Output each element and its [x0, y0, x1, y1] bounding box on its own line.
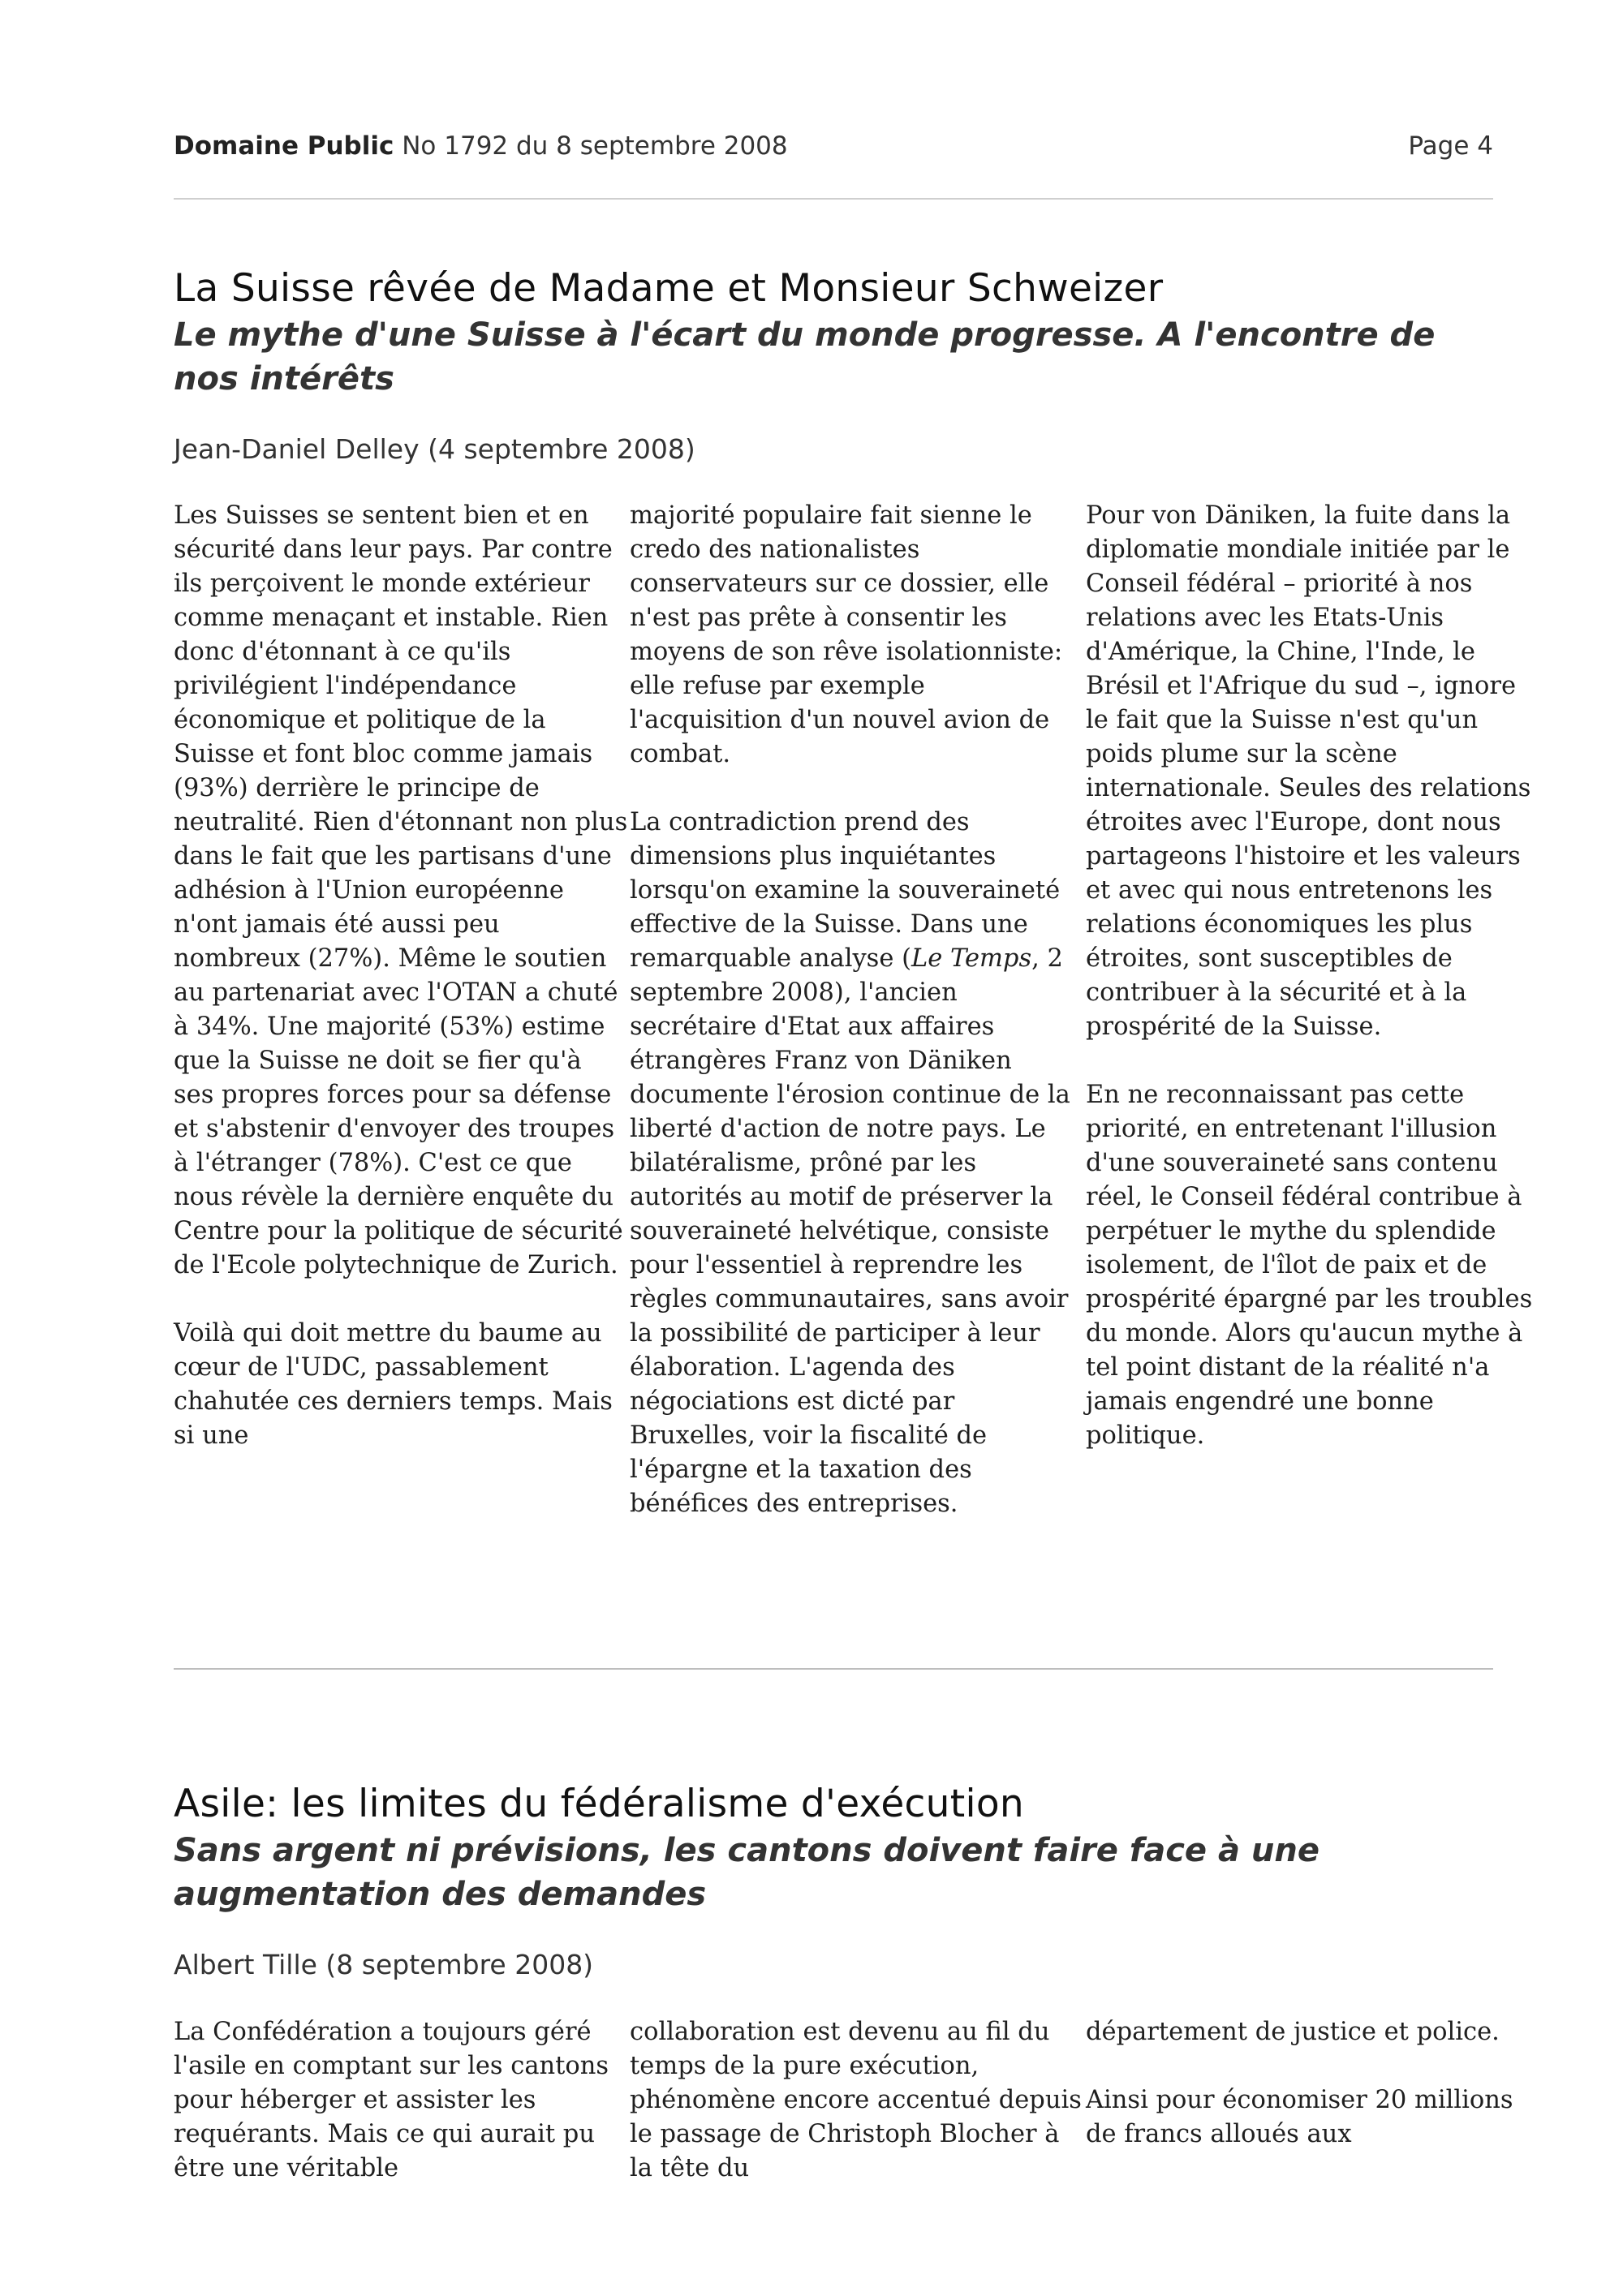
- paragraph: Ainsi pour économiser 20 millions de francs alloués aux: [1086, 2086, 1513, 2148]
- publication-reference: Le Temps: [911, 944, 1032, 973]
- paragraph: [630, 806, 1084, 1521]
- article-column-3: [1086, 499, 1540, 1453]
- paragraph: majorité populaire fait sienne le credo des nationalistes conservateurs sur ce dossier, elle n'est pas prête à consentir les moyens de son rêve isolationniste: elle refuse par exemple l'acquisition d'un nouvel avion de combat.: [630, 501, 1063, 768]
- article-subtitle: Le mythe d'une Suisse à l'écart du monde progresse. A l'encontre de nos intérêts: [174, 316, 1436, 398]
- article-divider: [174, 1668, 1493, 1670]
- page-header: [174, 131, 1493, 169]
- paragraph: Voilà qui doit mettre du baume au cœur de l'UDC, passablement chahutée ces derniers temps. Mais si une: [174, 1319, 613, 1450]
- paragraph: collaboration est devenu au fil du temps de la pure exécution, phénomène encore accentué depuis le passage de Christoph Blocher à la tête du: [630, 2018, 1082, 2182]
- article-title: Asile: les limites du fédéralisme d'exécution: [174, 1782, 1025, 1826]
- paragraph-text: , 2 septembre 2008), l'ancien secrétaire d'Etat aux affaires étrangères Franz von Däniken documente l'érosion continue de la liberté d'action de notre pays. Le bilatéralisme, prôné par les autorités au motif de préserver la souveraineté helvétique, consiste pour l'essentiel à reprendre les règles communautaires, sans avoir la possibilité de participer à leur élaboration. L'agenda des négociations est dicté par Bruxelles, voir la fiscalité de l'épargne et la taxation des bénéfices des entreprises.: [630, 944, 1070, 1518]
- article-title: La Suisse rêvée de Madame et Monsieur Schweizer: [174, 266, 1164, 311]
- paragraph: département de justice et police.: [1086, 2018, 1500, 2046]
- article-column-1: [174, 499, 628, 1453]
- article-column-3: [1086, 2015, 1540, 2152]
- paragraph-text: La contradiction prend des dimensions plus inquiétantes lorsqu'on examine la souveraineté effective de la Suisse. Dans une remarquable analyse (: [630, 808, 1061, 973]
- issue-info: No 1792 du 8 septembre 2008: [402, 131, 788, 161]
- page-number: Page 4: [1408, 131, 1493, 161]
- article-subtitle: Sans argent ni prévisions, les cantons doivent faire face à une augmentation des demandes: [174, 1832, 1319, 1913]
- article-column-2: [630, 499, 1084, 1521]
- publication-name: Domaine Public: [174, 131, 394, 161]
- article-byline: Jean-Daniel Delley (4 septembre 2008): [174, 433, 695, 465]
- paragraph: Pour von Däniken, la fuite dans la diplomatie mondiale initiée par le Conseil fédéral – priorité à nos relations avec les Etats-Unis d'Amérique, la Chine, l'Inde, le Brésil et l'Afrique du sud –, ignore le fait que la Suisse n'est qu'un poids plume sur la scène internationale. Seules des relations étroites avec l'Europe, dont nous partageons l'histoire et les valeurs et avec qui nous entretenons les relations économiques les plus étroites, sont susceptibles de contribuer à la sécurité et à la prospérité de la Suisse.: [1086, 501, 1531, 1041]
- paragraph: En ne reconnaissant pas cette priorité, en entretenant l'illusion d'une souveraineté sans contenu réel, le Conseil fédéral contribue à perpétuer le mythe du splendide isolement, de l'îlot de paix et de prospérité épargné par les troubles du monde. Alors qu'aucun mythe à tel point distant de la réalité n'a jamais engendré une bonne politique.: [1086, 1081, 1533, 1450]
- article-byline: Albert Tille (8 septembre 2008): [174, 1949, 594, 1980]
- paragraph: Les Suisses se sentent bien et en sécurité dans leur pays. Par contre ils perçoivent le monde extérieur comme menaçant et instable. Rien donc d'étonnant à ce qu'ils privilégient l'indépendance économique et politique de la Suisse et font bloc comme jamais (93%) derrière le principe de neutralité. Rien d'étonnant non plus dans le fait que les partisans d'une adhésion à l'Union européenne n'ont jamais été aussi peu nombreux (27%). Même le soutien au partenariat avec l'OTAN a chuté à 34%. Une majorité (53%) estime que la Suisse ne doit se fier qu'à ses propres forces pour sa défense et s'abstenir d'envoyer des troupes à l'étranger (78%). C'est ce que nous révèle la dernière enquête du Centre pour la politique de sécurité de l'Ecole polytechnique de Zurich.: [174, 501, 628, 1279]
- header-divider: [174, 198, 1493, 200]
- article-column-2: [630, 2015, 1084, 2186]
- paragraph: La Confédération a toujours géré l'asile en comptant sur les cantons pour héberger et assister les requérants. Mais ce qui aurait pu être une véritable: [174, 2018, 609, 2182]
- article-column-1: [174, 2015, 628, 2186]
